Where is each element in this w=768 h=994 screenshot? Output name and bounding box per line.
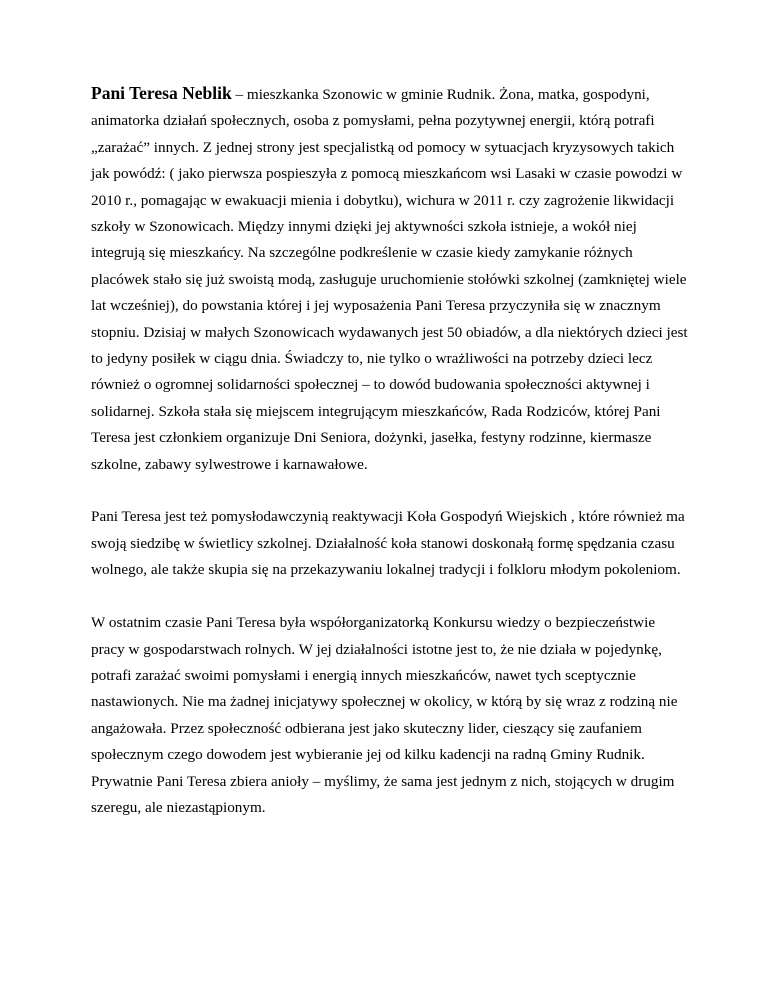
paragraph-kgw: Pani Teresa jest też pomysłodawczynią reaktywacji Koła Gospodyń Wiejskich , które również ma swoją siedzibę w świetlicy szkolnej. Działalność koła stanowi doskonałą formę spędzania czasu wolnego, ale także skupia się na przekazywaniu lokalnej tradycji i folkloru młodym pokoleniom. [91,508,685,579]
intro-paragraph [91,80,691,478]
document-page [91,80,691,848]
intro-text: – mieszkanka Szonowic w gminie Rudnik. Żona, matka, gospodyni, animatorka działań społecznych, osoba z pomysłami, pełna pozytywnej energii, którą potrafi „zarażać” innych. Z jednej strony jest specjalistką od pomocy w sytuacjach kryzysowych takich jak powódź: ( jako pierwsza pospieszyła z pomocą mieszkańcom wsi Lasaki w czasie powodzi w 2010 r., pomagając w ewakuacji mienia i dobytku), wichura w 2011 r. czy zagrożenie likwidacji szkoły w Szonowicach. Między innymi dzięki jej aktywności szkoła istnieje, a wokół niej integrują się mieszkańcy. Na szczególne podkreślenie w czasie kiedy zamykanie różnych placówek stało się już swoistą modą, zasługuje uruchomienie stołówki szkolnej (zamkniętej wiele lat wcześniej), do powstania której i jej wyposażenia Pani Teresa przyczyniła się w znacznym stopniu. Dzisiaj w małych Szonowicach wydawanych jest 50 obiadów, a dla niektórych dzieci jest to jedyny posiłek w ciągu dnia. Świadczy to, nie tylko o wrażliwości na potrzeby dzieci lecz również o ogromnej solidarności społecznej – to dowód budowania społeczności aktywnej i solidarnej. Szkoła stała się miejscem integrującym mieszkańców, Rada Rodziców, której Pani Teresa jest członkiem organizuje Dni Seniora, dożynki, jasełka, festyny rodzinne, kiermasze szkolne, zabawy sylwestrowe i karnawałowe. [91,86,688,473]
person-name: Pani Teresa Neblik [91,83,232,103]
paragraph-activities: W ostatnim czasie Pani Teresa była współorganizatorką Konkursu wiedzy o bezpieczeństwie pracy w gospodarstwach rolnych. W jej działalności istotne jest to, że nie działa w pojedynkę, potrafi zarażać swoimi pomysłami i energią innych mieszkańców, nawet tych sceptycznie nastawionych. Nie ma żadnej inicjatywy społecznej w okolicy, w którą by się wraz z rodziną nie angażowała. Przez społeczność odbierana jest jako skuteczny lider, cieszący się zaufaniem społecznym czego dowodem jest wybieranie jej od kilku kadencji na radną Gminy Rudnik. Prywatnie Pani Teresa zbiera anioły – myślimy, że sama jest jednym z nich, stojących w drugim szeregu, ale niezastąpionym. [91,614,678,816]
